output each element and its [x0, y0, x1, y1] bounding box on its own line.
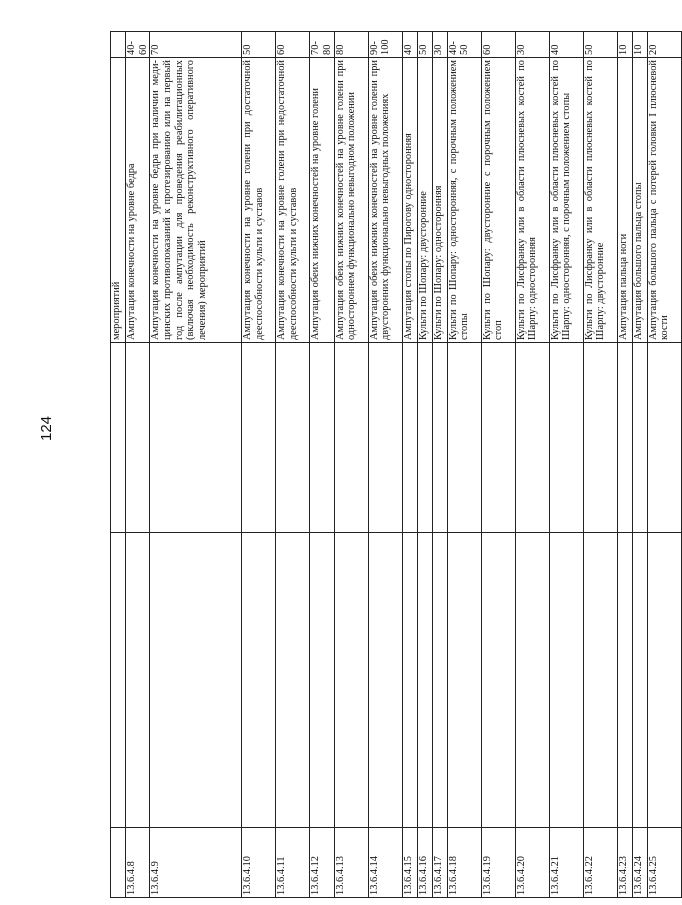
disability-table — [110, 31, 682, 898]
empty-cell — [647, 533, 681, 828]
empty-cell — [647, 343, 681, 533]
code-cell: 13.6.4.22 — [583, 828, 617, 898]
empty-cell — [481, 533, 515, 828]
empty-cell — [632, 343, 647, 533]
empty-cell — [617, 343, 632, 533]
percent-cell: 90-100 — [368, 32, 402, 58]
description-cell: мероприятий — [111, 58, 126, 343]
description-cell: Культи по Лисфранку или в области плюсневых костей по Шарпу: двусторонние — [583, 58, 617, 343]
percent-cell: 60 — [481, 32, 515, 58]
description-cell: Культи по Лисфранку или в области плюсневых костей по Шарпу: односторонняя, с порочным положением стопы — [549, 58, 583, 343]
percent-cell: 30 — [432, 32, 447, 58]
percent-cell: 70-80 — [310, 32, 334, 58]
description-cell: Ампутация стопы по Пирогову односторонняя — [402, 58, 417, 343]
code-cell: 13.6.4.12 — [310, 828, 334, 898]
rotated-page — [110, 32, 671, 898]
empty-cell — [432, 343, 447, 533]
empty-cell — [549, 533, 583, 828]
table-row — [515, 32, 549, 898]
percent-cell: 60 — [276, 32, 310, 58]
table-row — [632, 32, 647, 898]
description-cell: Культи по Шопару: двусторонние с порочным положением стоп — [481, 58, 515, 343]
percent-cell: 50 — [242, 32, 276, 58]
description-cell: Культи по Шопару: односторонняя, с порочным положением стопы — [447, 58, 481, 343]
table-row — [126, 32, 150, 898]
page-number: 124 — [38, 415, 55, 441]
empty-cell — [447, 343, 481, 533]
empty-cell — [481, 343, 515, 533]
code-cell: 13.6.4.9 — [150, 828, 242, 898]
table-row — [368, 32, 402, 898]
description-cell: Культи по Лисфранку или в области плюсневых костей по Шарпу: односторонняя — [515, 58, 549, 343]
code-cell: 13.6.4.11 — [276, 828, 310, 898]
empty-cell — [111, 343, 126, 533]
code-cell: 13.6.4.14 — [368, 828, 402, 898]
table-row — [310, 32, 334, 898]
description-cell: Ампутация конечности на уровне бедра — [126, 58, 150, 343]
empty-cell — [276, 343, 310, 533]
percent-cell: 50 — [583, 32, 617, 58]
empty-cell — [126, 533, 150, 828]
code-cell: 13.6.4.23 — [617, 828, 632, 898]
description-cell: Ампутация большого пальца с потерей головки I плюсневой кости — [647, 58, 681, 343]
code-cell: 13.6.4.25 — [647, 828, 681, 898]
percent-cell: 10 — [632, 32, 647, 58]
table-row — [276, 32, 310, 898]
percent-cell: 40-60 — [126, 32, 150, 58]
description-cell: Ампутация обеих нижних конечностей на уровне голени — [310, 58, 334, 343]
empty-cell — [310, 343, 334, 533]
empty-cell — [447, 533, 481, 828]
code-cell: 13.6.4.21 — [549, 828, 583, 898]
percent-cell — [111, 32, 126, 58]
description-cell: Ампутация большого пальца стопы — [632, 58, 647, 343]
table-row — [150, 32, 242, 898]
table-row — [549, 32, 583, 898]
percent-cell: 70 — [150, 32, 242, 58]
description-cell: Ампутация пальца ноги — [617, 58, 632, 343]
empty-cell — [150, 343, 242, 533]
empty-cell — [583, 533, 617, 828]
code-cell: 13.6.4.24 — [632, 828, 647, 898]
description-cell: Ампутация обеих нижних конечностей на уровне голени при двусторонних функционально невыгодных положениях — [368, 58, 402, 343]
percent-cell: 20 — [647, 32, 681, 58]
empty-cell — [515, 343, 549, 533]
table-body — [111, 32, 682, 898]
percent-cell: 40-50 — [447, 32, 481, 58]
table-row — [481, 32, 515, 898]
empty-cell — [126, 343, 150, 533]
empty-cell — [368, 533, 402, 828]
percent-cell: 40 — [402, 32, 417, 58]
description-cell: Ампутация конечности на уровне голени при достаточной дееспособности культи и суставов — [242, 58, 276, 343]
table-row — [447, 32, 481, 898]
empty-cell — [417, 533, 432, 828]
empty-cell — [276, 533, 310, 828]
empty-cell — [310, 533, 334, 828]
empty-cell — [334, 533, 368, 828]
empty-cell — [632, 533, 647, 828]
empty-cell — [334, 343, 368, 533]
code-cell: 13.6.4.16 — [417, 828, 432, 898]
code-cell — [111, 828, 126, 898]
code-cell: 13.6.4.20 — [515, 828, 549, 898]
table-row — [617, 32, 632, 898]
table-row — [647, 32, 681, 898]
empty-cell — [417, 343, 432, 533]
percent-cell: 50 — [417, 32, 432, 58]
empty-cell — [515, 533, 549, 828]
code-cell: 13.6.4.10 — [242, 828, 276, 898]
code-cell: 13.6.4.19 — [481, 828, 515, 898]
empty-cell — [617, 533, 632, 828]
percent-cell: 10 — [617, 32, 632, 58]
code-cell: 13.6.4.8 — [126, 828, 150, 898]
description-cell: Ампутация обеих нижних конечностей на уровне голени при одностороннем функционально невыгодном положении — [334, 58, 368, 343]
table-row — [111, 32, 126, 898]
empty-cell — [368, 343, 402, 533]
code-cell: 13.6.4.13 — [334, 828, 368, 898]
empty-cell — [432, 533, 447, 828]
code-cell: 13.6.4.18 — [447, 828, 481, 898]
empty-cell — [150, 533, 242, 828]
table-row — [417, 32, 432, 898]
code-cell: 13.6.4.15 — [402, 828, 417, 898]
percent-cell: 40 — [549, 32, 583, 58]
empty-cell — [242, 533, 276, 828]
description-cell: Ампутация конечности на уровне голени при недостаточной дееспособности культи и суставов — [276, 58, 310, 343]
empty-cell — [402, 343, 417, 533]
table-row — [583, 32, 617, 898]
table-row — [432, 32, 447, 898]
empty-cell — [402, 533, 417, 828]
empty-cell — [549, 343, 583, 533]
percent-cell: 80 — [334, 32, 368, 58]
empty-cell — [583, 343, 617, 533]
code-cell: 13.6.4.17 — [432, 828, 447, 898]
empty-cell — [242, 343, 276, 533]
table-row — [402, 32, 417, 898]
percent-cell: 30 — [515, 32, 549, 58]
description-cell: Культи по Шопару: односторонняя — [432, 58, 447, 343]
table-row — [242, 32, 276, 898]
description-cell: Ампутация конечности на уровне бедра при наличии меди-цинских противопоказаний к протезированию или на первый год после ампутации для проведения реабилитационных (включая необходимость реконструктивного оперативного лечения) мероприятий — [150, 58, 242, 343]
table-row — [334, 32, 368, 898]
description-cell: Культи по Шопару: двусторонние — [417, 58, 432, 343]
empty-cell — [111, 533, 126, 828]
